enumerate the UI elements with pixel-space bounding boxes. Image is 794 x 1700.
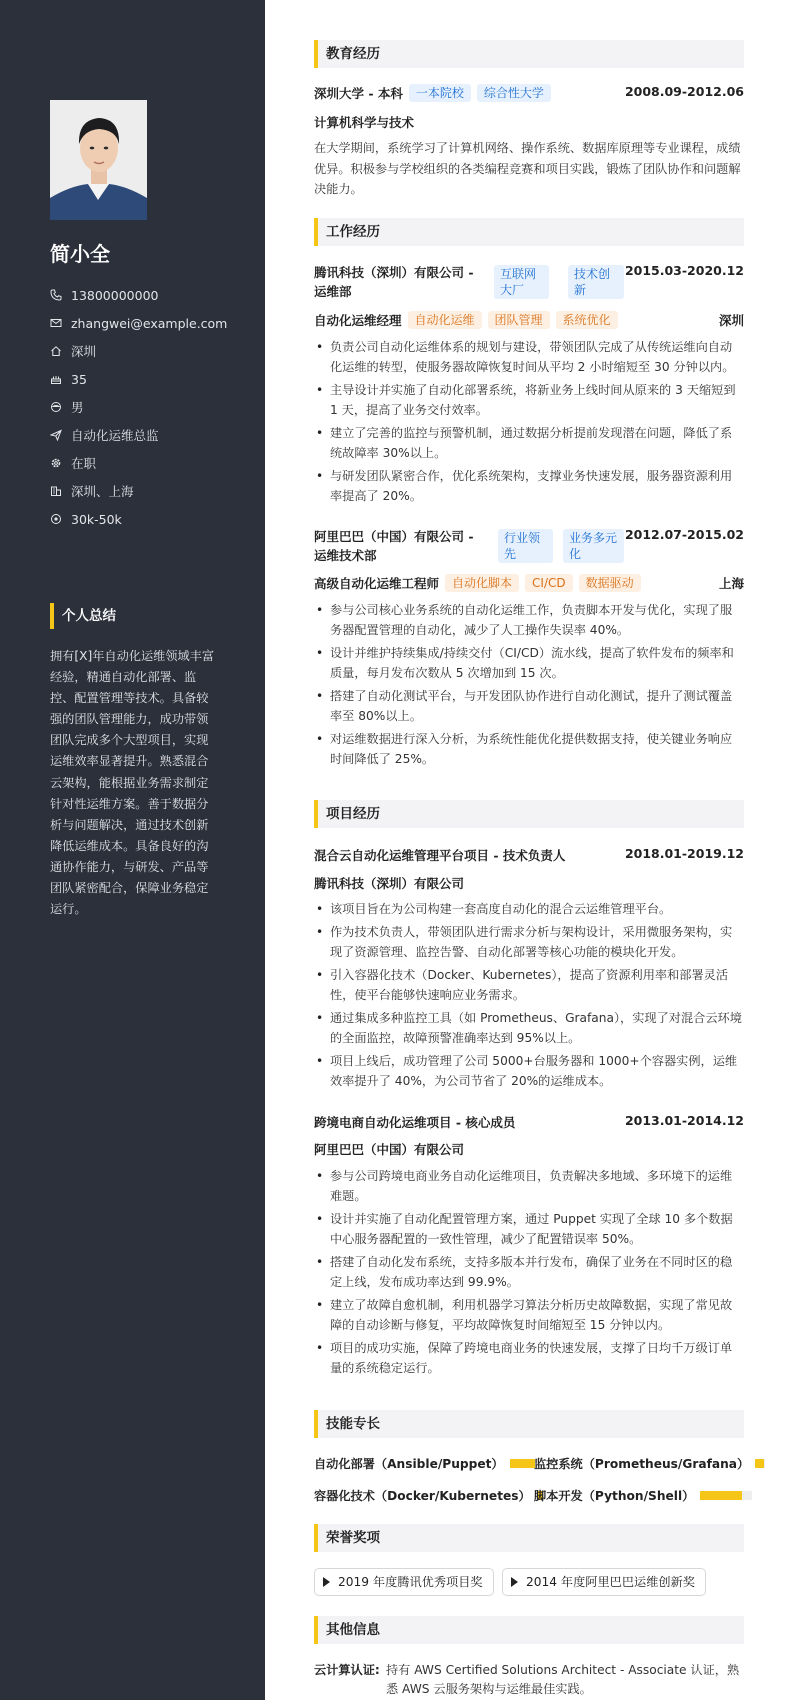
education-tag: 综合性大学 <box>477 84 551 102</box>
other-label: 云计算认证: <box>314 1663 380 1677</box>
list-item: • 该项目旨在为公司构建一套高度自动化的混合云运维管理平台。 <box>314 899 744 919</box>
education-major: 计算机科学与技术 <box>314 115 415 130</box>
project-header <box>314 1113 744 1131</box>
building-icon <box>50 485 62 497</box>
award-chip <box>502 1568 706 1596</box>
sidebar <box>0 0 265 1700</box>
list-item: • 对运维数据进行深入分析，为系统性能优化提供数据支持，使关键业务响应时间降低了 25%。 <box>314 729 744 769</box>
education-heading: 教育经历 <box>314 40 744 68</box>
skill-name: 容器化技术（Docker/Kubernetes） <box>314 1489 531 1503</box>
skill-name: 监控系统（Prometheus/Grafana） <box>534 1457 750 1471</box>
contact-salary <box>50 505 227 533</box>
award-label: 2019 年度腾讯优秀项目奖 <box>338 1575 483 1589</box>
education-description: 在大学期间，系统学习了计算机网络、操作系统、数据库原理等专业课程，成绩优异。积极参与学校组织的各类编程竞赛和项目实践，锻炼了团队协作和问题解决能力。 <box>314 141 741 196</box>
job-tag: 业务多元化 <box>563 529 624 563</box>
play-icon <box>511 1577 518 1587</box>
skill-tag: 系统优化 <box>556 311 618 329</box>
job-date: 2012.07-2015.02 <box>624 527 744 542</box>
skill-tag: CI/CD <box>525 574 573 592</box>
skill-item <box>314 1455 538 1472</box>
education-date: 2008.09-2012.06 <box>624 84 744 99</box>
profile-photo <box>50 100 147 220</box>
projects-heading: 项目经历 <box>314 800 744 828</box>
job-bullets <box>314 337 744 509</box>
education-tag: 一本院校 <box>409 84 471 102</box>
skills-heading: 技能专长 <box>314 1410 744 1438</box>
position-value: 自动化运维总监 <box>71 428 159 443</box>
job-tag: 互联网大厂 <box>494 265 549 299</box>
job-location: 上海 <box>718 576 744 591</box>
contact-gender <box>50 393 227 421</box>
list-item: • 项目的成功实施，保障了跨境电商业务的快速发展，支撑了日均千万级订单量的系统稳定运行。 <box>314 1338 744 1378</box>
salary-icon <box>50 513 62 525</box>
project-name: 跨境电商自动化运维项目 - 核心成员 <box>314 1115 516 1130</box>
project-company: 阿里巴巴（中国）有限公司 <box>314 1142 465 1157</box>
city-value: 深圳 <box>71 344 97 359</box>
list-item: • 引入容器化技术（Docker、Kubernetes），提高了资源利用率和部署灵活性，使平台能够快速响应业务需求。 <box>314 965 744 1005</box>
list-item: • 参与公司核心业务系统的自动化运维工作，负责脚本开发与优化，实现了服务器配置管理的自动化，减少了人工操作失误率 40%。 <box>314 600 744 640</box>
gear-icon <box>50 457 62 469</box>
summary-text: 拥有[X]年自动化运维领域丰富经验，精通自动化部署、监控、配置管理等技术。具备较强的团队管理能力，成功带领团队完成多个大型项目，实现运维效率显著提升。熟悉混合云架构，能根据业务需求制定针对性运维方案。善于数据分析与问题解决，通过技术创新降低运维成本。具备良好的沟通协作能力，与研发、产品等团队紧密配合，保障业务稳定运行。 <box>50 649 215 917</box>
job-tag: 行业领先 <box>498 529 553 563</box>
education-header <box>314 84 744 102</box>
list-item: • 建立了故障自愈机制，利用机器学习算法分析历史故障数据，实现了常见故障的自动诊断与修复，平均故障恢复时间缩短至 15 分钟以内。 <box>314 1295 744 1335</box>
list-item: • 建立了完善的监控与预警机制，通过数据分析提前发现潜在问题，降低了系统故障率 30%以上。 <box>314 423 744 463</box>
contact-age <box>50 365 227 393</box>
school-name: 深圳大学 - 本科 <box>314 86 403 101</box>
list-item: • 通过集成多种监控工具（如 Prometheus、Grafana），实现了对混合云环境的全面监控，故障预警准确率达到 95%以上。 <box>314 1008 744 1048</box>
play-icon <box>323 1577 330 1587</box>
list-item: • 搭建了自动化测试平台，与开发团队协作进行自动化测试，提升了测试覆盖率至 80%以上。 <box>314 686 744 726</box>
summary-heading: 个人总结 <box>50 603 116 629</box>
skill-tag: 数据驱动 <box>579 574 641 592</box>
job-company: 腾讯科技（深圳）有限公司 - 运维部 <box>314 265 474 299</box>
award-chip <box>314 1568 494 1596</box>
list-item: • 参与公司跨境电商业务自动化运维项目，负责解决多地域、多环境下的运维难题。 <box>314 1166 744 1206</box>
contact-position <box>50 421 227 449</box>
job-role-row <box>314 311 744 329</box>
email-value: zhangwei@example.com <box>71 315 228 331</box>
gender-value: 男 <box>71 400 84 415</box>
skill-item <box>534 1455 765 1472</box>
contact-city <box>50 337 227 365</box>
list-item: • 设计并实施了自动化配置管理方案，通过 Puppet 实现了全球 10 多个数据中心服务器配置的一致性管理，减少了配置错误率 50%。 <box>314 1209 744 1249</box>
list-item: • 作为技术负责人，带领团队进行需求分析与架构设计，采用微服务架构，实现了资源管理、监控告警、自动化部署等核心功能的模块化开发。 <box>314 922 744 962</box>
awards-heading: 荣誉奖项 <box>314 1524 744 1552</box>
list-item: • 与研发团队紧密合作，优化系统架构，支撑业务快速发展，服务器资源利用率提高了 20%。 <box>314 466 744 506</box>
project-bullets <box>314 1166 744 1381</box>
age-value: 35 <box>71 371 87 387</box>
project-name: 混合云自动化运维管理平台项目 - 技术负责人 <box>314 848 566 863</box>
contact-target-city <box>50 477 227 505</box>
job-header <box>314 527 744 567</box>
skill-item <box>314 1487 544 1504</box>
cake-icon <box>50 373 62 385</box>
project-header <box>314 846 744 864</box>
project-date: 2013.01-2014.12 <box>624 1113 744 1128</box>
skill-name: 脚本开发（Python/Shell） <box>534 1489 695 1503</box>
job-bullets <box>314 600 744 772</box>
contact-list <box>50 281 227 533</box>
job-header <box>314 263 744 303</box>
list-item: • 负责公司自动化运维体系的规划与建设，带领团队完成了从传统运维向自动化运维的转型，使服务器故障恢复时间从平均 2 小时缩短至 30 分钟以内。 <box>314 337 744 377</box>
award-label: 2014 年度阿里巴巴运维创新奖 <box>526 1575 695 1589</box>
skill-tag: 自动化脚本 <box>445 574 519 592</box>
contact-status <box>50 449 227 477</box>
project-bullets <box>314 899 744 1094</box>
other-value: 持有 AWS Certified Solutions Architect - Associate 认证，熟悉 AWS 云服务架构与运维最佳实践。 <box>386 1663 740 1696</box>
list-item: • 主导设计并实施了自动化部署系统，将新业务上线时间从原来的 3 天缩短到 1 天，提高了业务交付效率。 <box>314 380 744 420</box>
job-role: 高级自动化运维工程师 <box>314 576 440 591</box>
job-date: 2015.03-2020.12 <box>624 263 744 278</box>
job-role: 自动化运维经理 <box>314 313 402 328</box>
project-company: 腾讯科技（深圳）有限公司 <box>314 876 465 891</box>
candidate-name: 简小全 <box>50 242 110 266</box>
project-date: 2018.01-2019.12 <box>624 846 744 861</box>
gender-icon <box>50 401 62 413</box>
other-heading: 其他信息 <box>314 1616 744 1644</box>
job-location: 深圳 <box>718 313 744 328</box>
skill-tag: 自动化运维 <box>408 311 482 329</box>
salary-value: 30k-50k <box>71 511 122 527</box>
job-role-row <box>314 574 744 592</box>
list-item: • 项目上线后，成功管理了公司 5000+台服务器和 1000+个容器实例，运维效率提升了 40%，为公司节省了 20%的运维成本。 <box>314 1051 744 1091</box>
send-icon <box>50 429 62 441</box>
phone-value: 13800000000 <box>71 287 159 303</box>
contact-phone <box>50 281 227 309</box>
status-value: 在职 <box>71 456 97 471</box>
skill-level-bar <box>755 1459 765 1468</box>
list-item: • 搭建了自动化发布系统，支持多版本并行发布，确保了业务在不同时区的稳定上线，发布成功率达到 99.9%。 <box>314 1252 744 1292</box>
home-icon <box>50 345 62 357</box>
contact-email <box>50 309 227 337</box>
skill-level-bar <box>700 1491 752 1500</box>
job-company: 阿里巴巴（中国）有限公司 - 运维技术部 <box>314 529 474 563</box>
target-city-value: 深圳、上海 <box>71 484 134 499</box>
phone-icon <box>50 289 62 301</box>
work-heading: 工作经历 <box>314 218 744 246</box>
list-item: • 设计并维护持续集成/持续交付（CI/CD）流水线，提高了软件发布的频率和质量，每月发布次数从 5 次增加到 15 次。 <box>314 643 744 683</box>
skill-name: 自动化部署（Ansible/Puppet） <box>314 1457 504 1471</box>
skill-item <box>534 1487 752 1504</box>
skill-tag: 团队管理 <box>488 311 550 329</box>
mail-icon <box>50 317 62 329</box>
job-tag: 技术创新 <box>568 265 624 299</box>
